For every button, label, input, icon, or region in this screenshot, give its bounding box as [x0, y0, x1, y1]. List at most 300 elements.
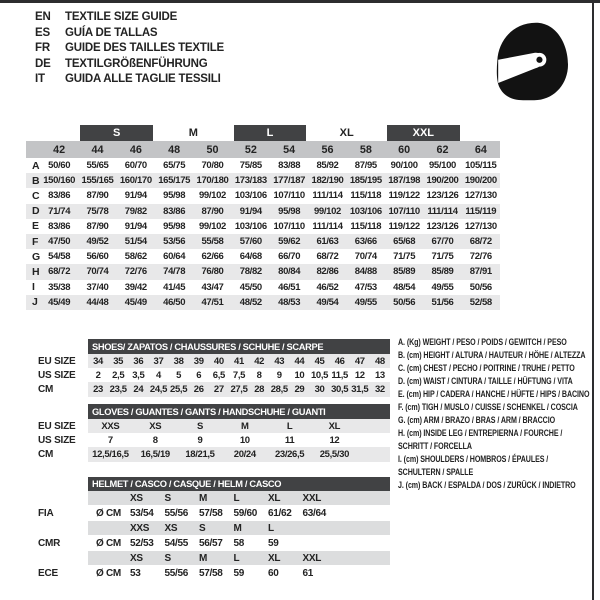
row-letter: G — [32, 250, 41, 263]
legend-item: D. (cm) WAIST / CINTURA / TAILLE / HÜFTUNG / VITA — [398, 376, 573, 386]
helmet-size-value: 60 — [268, 567, 279, 579]
measurement-value: 115/118 — [350, 190, 382, 202]
size-value: 10 — [294, 369, 305, 381]
size-value: 47 — [354, 355, 365, 367]
size-value: 4 — [155, 369, 161, 381]
size-value: 25,5 — [170, 384, 188, 395]
helmet-icon — [487, 15, 573, 108]
glovesTable-row — [30, 419, 390, 433]
shoesTable-row — [30, 382, 390, 397]
measurement-value: 123/126 — [426, 220, 459, 232]
measurement-value: 127/130 — [464, 220, 497, 232]
row-label: EU SIZE — [38, 355, 76, 367]
helmet-size-value: 55/56 — [164, 507, 189, 519]
row-letter: E — [32, 220, 40, 233]
measurement-value: 160/170 — [119, 175, 152, 187]
size-group-s: S — [80, 125, 153, 141]
measurement-value: 72/76 — [124, 266, 147, 278]
measurement-value: 127/130 — [464, 190, 497, 202]
helmet-size-value: 63/64 — [302, 507, 327, 519]
helmet-size-value: 59 — [268, 537, 279, 549]
measurement-value: 85/89 — [431, 266, 454, 278]
helmet-sizes-row — [30, 521, 390, 535]
size-value: 8 — [256, 369, 262, 381]
glovesTable-title: GLOVES / GUANTES / GANTS / HANDSCHUHE / GUANTI — [88, 404, 390, 419]
measurement-value: 57/60 — [239, 236, 262, 248]
measurement-value: 65/68 — [393, 236, 416, 248]
size-header-cell: 54 — [283, 143, 296, 156]
language-code: FR — [35, 42, 50, 54]
measurement-value: 49/55 — [354, 296, 377, 308]
textile-size-table — [26, 124, 500, 310]
size-value: 7 — [107, 434, 113, 446]
helmet-sizes-row — [30, 551, 390, 565]
row-values — [88, 354, 390, 368]
helmet-values-row — [30, 505, 390, 521]
helmet-size-label: XS — [130, 552, 143, 564]
size-value: 20/24 — [233, 449, 256, 460]
helmet-size-label: M — [233, 522, 242, 534]
measurement-value: 52/58 — [469, 296, 492, 308]
helmet-size-value: 57/58 — [199, 567, 223, 579]
measurement-value: 83/86 — [48, 220, 71, 232]
size-value: 43 — [274, 355, 285, 367]
size-value: 35 — [113, 355, 124, 367]
guide-title: TEXTILE SIZE GUIDE — [65, 11, 178, 23]
measurement-value: 72/76 — [469, 251, 492, 263]
size-value: 11 — [284, 434, 295, 446]
measurement-value: 91/94 — [239, 205, 262, 217]
legend-item: E. (cm) HIP / CADERA / HANCHE / HÜFTE / HIPS / BACINO — [398, 389, 590, 399]
size-group-l: L — [234, 125, 307, 141]
legend-item: I. (cm) SHOULDERS / HOMBROS / ÉPAULES / SCHULTERN / SPALLE — [398, 454, 549, 477]
measurement-value: 71/75 — [431, 251, 454, 263]
measurement-value: 95/100 — [429, 160, 456, 172]
measurement-value: 71/74 — [48, 205, 71, 217]
measurement-value: 63/66 — [354, 236, 377, 248]
shoesTable-row — [30, 354, 390, 368]
measurement-value: 115/119 — [465, 205, 497, 217]
row-letter: I — [32, 281, 35, 294]
size-value: 34 — [93, 355, 103, 367]
measurement-value: 103/106 — [234, 220, 267, 232]
helmet-size-label: XXS — [130, 522, 150, 534]
glovesTable-row — [30, 447, 390, 462]
size-value: 48 — [374, 355, 385, 367]
measurement-value: 60/70 — [124, 160, 147, 172]
helmet-size-label: S — [164, 492, 171, 504]
helmet-size-label: XXL — [302, 492, 322, 504]
size-value: 8 — [152, 434, 158, 446]
size-value: 9 — [197, 434, 203, 446]
gloves-size-table — [30, 404, 390, 462]
measurement-value: 68/72 — [48, 266, 71, 278]
size-header-cell: 46 — [129, 143, 142, 156]
measurement-legend — [398, 336, 592, 492]
helmet-size-value: 54/55 — [164, 537, 189, 549]
measurement-row-i — [26, 280, 500, 295]
measurement-value: 70/74 — [86, 266, 109, 278]
standard-label: CMR — [38, 537, 61, 549]
row-letter: F — [32, 235, 39, 248]
guide-title: GUÍA DE TALLAS — [65, 26, 158, 39]
measurement-value: 165/175 — [158, 175, 191, 187]
measurement-value: 59/62 — [278, 236, 301, 248]
measurement-value: 111/114 — [312, 190, 343, 202]
size-value: 36 — [133, 355, 144, 367]
size-header-cell: 64 — [474, 143, 487, 156]
helmet-sizes — [88, 491, 390, 505]
helmet-size-label: XS — [130, 492, 143, 504]
measurement-value: 103/106 — [349, 205, 382, 217]
measurement-value: 44/48 — [86, 296, 109, 308]
measurement-value: 85/92 — [316, 160, 339, 172]
size-value: 30,5 — [331, 384, 349, 395]
size-header-cell: 52 — [244, 143, 257, 156]
row-values — [88, 419, 390, 433]
shoes-size-table — [30, 339, 390, 397]
measurement-value: 47/51 — [201, 296, 224, 308]
size-value: 29 — [294, 384, 305, 395]
size-value: 32 — [374, 384, 385, 395]
size-value: 9 — [276, 369, 282, 381]
measurement-value: 187/198 — [388, 175, 421, 187]
size-value: 12 — [329, 434, 340, 446]
measurement-value: 62/66 — [201, 251, 224, 263]
size-value: 18/21,5 — [185, 449, 215, 460]
measurement-value: 60/64 — [163, 251, 186, 263]
row-values — [88, 433, 390, 447]
legend-item: A. (Kg) WEIGHT / PESO / POIDS / GEWITCH / PESO — [398, 337, 567, 347]
measurement-value: 35/38 — [48, 281, 71, 293]
size-value: 10 — [239, 434, 250, 446]
measurement-value: 51/54 — [124, 236, 147, 248]
measurement-value: 55/65 — [86, 160, 109, 172]
measurement-value: 87/90 — [201, 205, 224, 217]
measurement-value: 65/75 — [163, 160, 186, 172]
measurement-row-d — [26, 204, 500, 219]
measurement-row-j — [26, 295, 500, 310]
measurement-value: 79/82 — [124, 205, 147, 217]
size-value: 23,5 — [109, 384, 127, 395]
measurement-value: 51/56 — [431, 296, 454, 308]
measurement-value: 45/49 — [124, 296, 147, 308]
measurement-value: 49/52 — [86, 236, 109, 248]
size-value: 45 — [314, 355, 325, 367]
size-group-spacer — [40, 125, 78, 141]
measurement-value: 95/98 — [278, 205, 301, 217]
size-value: 46 — [334, 355, 345, 367]
helmet-size-label: L — [233, 552, 240, 564]
language-row — [35, 10, 224, 26]
size-value: 23 — [93, 384, 103, 395]
row-letter: A — [32, 159, 40, 172]
measurement-value: 45/49 — [48, 296, 71, 308]
measurement-value: 48/52 — [239, 296, 262, 308]
measurement-value: 87/90 — [86, 190, 109, 202]
helmet-values — [88, 505, 390, 521]
measurement-row-e — [26, 219, 500, 234]
measurement-value: 48/53 — [278, 296, 301, 308]
size-value: 26 — [193, 384, 204, 395]
size-header-row — [26, 141, 500, 158]
measurement-value: 68/72 — [469, 236, 492, 248]
row-label: CM — [38, 449, 54, 460]
measurement-value: 99/102 — [199, 190, 226, 202]
size-value: 12,5/16,5 — [92, 449, 129, 460]
measurement-row-h — [26, 264, 500, 279]
measurement-value: 64/68 — [239, 251, 262, 263]
language-title-block — [35, 10, 224, 88]
helmet-size-value: 52/53 — [130, 537, 154, 549]
size-value: 3,5 — [132, 369, 145, 381]
row-label: US SIZE — [38, 369, 76, 381]
helmet-title: HELMET / CASCO / CASQUE / HELM / CASCO — [88, 477, 390, 491]
measurement-value: 50/60 — [48, 160, 71, 172]
size-value: 13 — [374, 369, 385, 381]
size-group-xxl: XXL — [387, 125, 460, 141]
row-letter: H — [32, 265, 40, 278]
row-values — [88, 382, 390, 397]
measurement-value: 49/55 — [431, 281, 454, 293]
measurement-value: 43/47 — [201, 281, 224, 293]
unit-label: Ø CM — [96, 537, 121, 549]
measurement-value: 49/54 — [316, 296, 339, 308]
measurement-value: 107/110 — [273, 220, 305, 232]
measurement-value: 84/88 — [354, 266, 377, 278]
size-header-cell: 44 — [91, 143, 104, 156]
measurement-value: 68/72 — [316, 251, 339, 263]
measurement-value: 107/110 — [273, 190, 305, 202]
helmet-size-value: 55/56 — [164, 567, 189, 579]
size-value: 6 — [196, 369, 202, 381]
measurement-value: 75/78 — [86, 205, 109, 217]
helmet-size-value: 57/58 — [199, 507, 223, 519]
size-header-cell: 62 — [436, 143, 449, 156]
measurement-value: 111/114 — [427, 205, 458, 217]
measurement-value: 78/82 — [239, 266, 262, 278]
size-value: XL — [328, 420, 341, 432]
standard-label: ECE — [38, 567, 58, 579]
size-value: S — [196, 420, 203, 432]
size-value: 30 — [314, 384, 325, 395]
size-value: 24 — [133, 384, 144, 395]
helmet-size-value: 53/54 — [130, 507, 154, 519]
helmet-values — [88, 535, 390, 551]
helmet-size-table — [30, 477, 390, 581]
helmet-size-label: XXL — [302, 552, 322, 564]
size-header-cell: 50 — [206, 143, 219, 156]
helmet-values — [88, 565, 390, 581]
row-values — [88, 368, 390, 382]
helmet-values-row — [30, 565, 390, 581]
guide-title: GUIDE DES TAILLES TEXTILE — [65, 42, 224, 54]
measurement-value: 61/63 — [316, 236, 339, 248]
row-label: US SIZE — [38, 434, 76, 446]
measurement-value: 48/54 — [393, 281, 416, 293]
language-row — [35, 57, 224, 73]
measurement-value: 107/110 — [388, 205, 420, 217]
measurement-value: 74/78 — [163, 266, 186, 278]
size-value: 44 — [294, 355, 305, 367]
legend-item: J. (cm) BACK / ESPALDA / DOS / ZURÜCK / INDIETRO — [398, 480, 576, 490]
size-value: 6,5 — [212, 369, 225, 381]
size-header-cell: 58 — [359, 143, 372, 156]
measurement-value: 41/45 — [163, 281, 186, 293]
size-value: 42 — [254, 355, 265, 367]
measurement-row-g — [26, 249, 500, 264]
size-value: 28,5 — [270, 384, 288, 395]
size-value: 27 — [213, 384, 224, 395]
measurement-value: 67/70 — [431, 236, 454, 248]
measurement-value: 87/95 — [354, 160, 377, 172]
size-header-cell: 42 — [53, 143, 66, 156]
measurement-value: 47/50 — [48, 236, 71, 248]
measurement-value: 91/94 — [124, 220, 147, 232]
measurement-value: 82/86 — [316, 266, 339, 278]
measurement-value: 58/62 — [124, 251, 147, 263]
measurement-value: 173/183 — [234, 175, 267, 187]
size-value: XXS — [101, 420, 120, 432]
measurement-value: 95/98 — [163, 190, 186, 202]
size-value: 41 — [234, 355, 244, 367]
glovesTable-row — [30, 433, 390, 447]
shoesTable-row — [30, 368, 390, 382]
helmet-size-label: M — [199, 492, 208, 504]
right-frame-border — [592, 0, 594, 600]
size-value: 12 — [354, 369, 365, 381]
helmet-size-value: 61 — [302, 567, 314, 579]
helmet-size-label: XL — [268, 552, 281, 564]
helmet-size-label: S — [164, 552, 171, 564]
size-value: 5 — [176, 369, 182, 381]
legend-item: F. (cm) TIGH / MUSLO / CUISSE / SCHENKEL / COSCIA — [398, 402, 578, 412]
measurement-value: 95/98 — [163, 220, 186, 232]
size-group-xl: XL — [339, 126, 354, 139]
row-label: CM — [38, 384, 54, 395]
helmet-size-label: XL — [268, 492, 281, 504]
guide-title: GUIDA ALLE TAGLIE TESSILI — [65, 73, 221, 85]
helmet-title-row — [30, 477, 390, 491]
legend-item: C. (cm) CHEST / PECHO / POITRINE / TRUHE / PETTO — [398, 363, 575, 373]
helmet-size-value: 56/57 — [199, 537, 223, 549]
helmet-size-value: 53 — [130, 567, 141, 579]
size-header-cell: 48 — [168, 143, 181, 156]
measurement-value: 66/70 — [278, 251, 301, 263]
row-letter: J — [32, 296, 38, 309]
measurement-value: 115/118 — [350, 220, 382, 232]
helmet-size-label: M — [199, 552, 208, 564]
top-frame-border — [0, 0, 600, 3]
helmet-values-row — [30, 535, 390, 551]
size-value: 11,5 — [331, 369, 348, 381]
measurement-value: 123/126 — [426, 190, 459, 202]
measurement-value: 87/90 — [86, 220, 109, 232]
size-value: 28 — [254, 384, 265, 395]
size-value: 39 — [193, 355, 204, 367]
measurement-value: 75/85 — [239, 160, 262, 172]
size-value: 38 — [173, 355, 184, 367]
measurement-value: 83/86 — [48, 190, 71, 202]
row-letter: D — [32, 205, 40, 218]
helmet-size-value: 59/60 — [233, 507, 258, 519]
measurement-value: 50/56 — [393, 296, 416, 308]
measurement-value: 70/74 — [354, 251, 377, 263]
size-value: 16,5/19 — [140, 449, 170, 460]
measurement-value: 99/102 — [314, 205, 341, 217]
measurement-value: 177/187 — [273, 175, 306, 187]
legend-item: G. (cm) ARM / BRAZO / BRAS / ARM / BRACCIO — [398, 415, 556, 425]
measurement-value: 185/195 — [349, 175, 382, 187]
size-value: 27,5 — [230, 384, 248, 395]
measurement-row-c — [26, 188, 500, 203]
helmet-size-label: XS — [164, 522, 178, 534]
size-group-m: M — [188, 126, 198, 139]
size-value: 40 — [213, 355, 224, 367]
size-value: 23/26,5 — [274, 449, 305, 460]
helmet-size-value: 61/62 — [268, 507, 292, 519]
measurement-value: 37/40 — [86, 281, 109, 293]
size-value: M — [241, 420, 249, 432]
row-label: EU SIZE — [38, 420, 76, 432]
measurement-row-f — [26, 234, 500, 249]
measurement-value: 50/56 — [469, 281, 492, 293]
helmet-size-label: L — [233, 492, 240, 504]
measurement-value: 150/160 — [43, 175, 76, 187]
measurement-value: 80/84 — [278, 266, 301, 278]
measurement-value: 182/190 — [311, 175, 344, 187]
measurement-value: 39/42 — [124, 281, 147, 293]
measurement-value: 71/75 — [393, 251, 416, 263]
measurement-value: 53/56 — [163, 236, 186, 248]
helmet-sizes — [88, 551, 390, 565]
helmet-size-label: S — [199, 522, 206, 534]
measurement-value: 83/86 — [163, 205, 186, 217]
measurement-value: 56/60 — [86, 251, 109, 263]
measurement-row-b — [26, 173, 500, 188]
legend-item: B. (cm) HEIGHT / ALTURA / HAUTEUR / HÖHE / ALTEZZA — [398, 350, 586, 360]
size-value: 31,5 — [351, 384, 369, 395]
language-code: EN — [35, 11, 51, 23]
size-header-cell: 60 — [398, 143, 411, 156]
row-values — [88, 447, 390, 462]
measurement-value: 54/58 — [48, 251, 71, 263]
row-letter: C — [32, 189, 40, 202]
shoesTable-title: SHOES/ ZAPATOS / CHAUSSURES / SCHUHE / SCARPE — [88, 339, 390, 354]
measurement-value: 190/200 — [464, 175, 497, 187]
measurement-value: 170/180 — [196, 175, 229, 187]
standard-label: FIA — [38, 507, 54, 519]
measurement-value: 99/102 — [199, 220, 226, 232]
helmet-size-label: L — [268, 522, 274, 534]
helmet-sizes — [88, 521, 390, 535]
measurement-value: 155/165 — [81, 175, 114, 187]
measurement-value: 103/106 — [234, 190, 267, 202]
measurement-value: 46/52 — [316, 281, 339, 293]
size-value: XS — [149, 420, 162, 432]
language-row — [35, 41, 224, 57]
measurement-value: 111/114 — [312, 220, 343, 232]
unit-label: Ø CM — [96, 567, 121, 579]
row-letter: B — [32, 174, 40, 187]
size-value: 10,5 — [310, 369, 329, 381]
helmet-size-value: 59 — [233, 567, 245, 579]
measurement-value: 47/53 — [354, 281, 377, 293]
measurement-value: 119/122 — [388, 220, 420, 232]
measurement-value: 90/100 — [390, 160, 418, 172]
helmet-sizes-row — [30, 491, 390, 505]
size-group-row — [26, 124, 500, 141]
